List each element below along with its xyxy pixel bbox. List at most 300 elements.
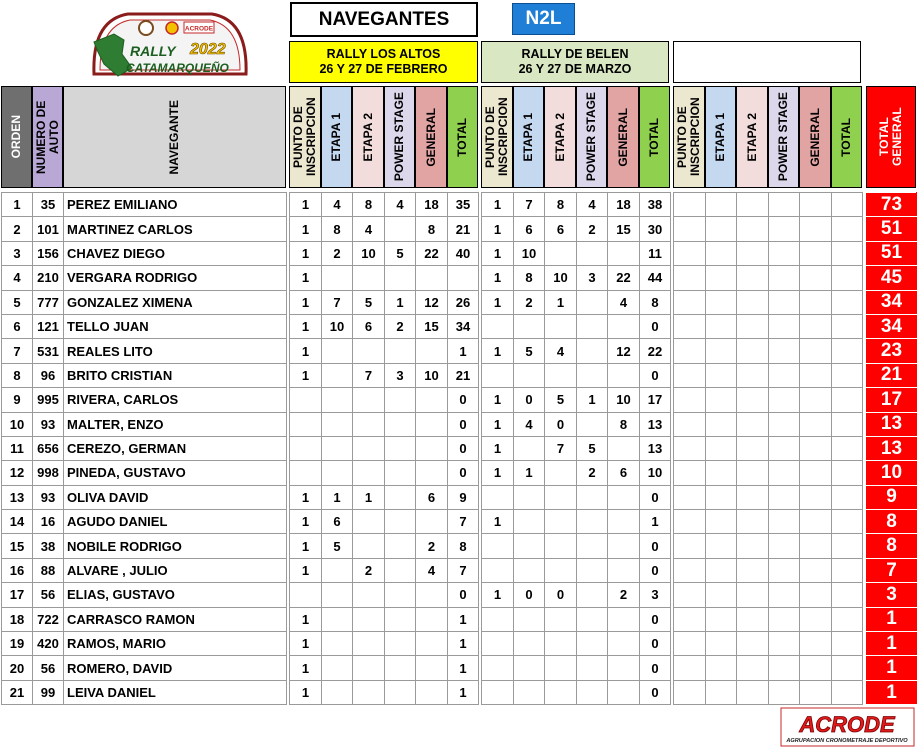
- event-3-row: [674, 534, 863, 558]
- header-navegante: [63, 86, 286, 188]
- participants-table: [1, 192, 287, 705]
- event-header-2: [481, 41, 669, 83]
- event-1-etapa-1-cell: 7: [322, 290, 353, 314]
- event-2-row: [482, 510, 671, 534]
- table-row: [2, 266, 287, 290]
- event-3-etapa-2-cell: [737, 314, 769, 338]
- header-total-general-text: TOTAL GENERAL: [877, 107, 904, 167]
- event-1-total-cell: 26: [448, 290, 479, 314]
- event-2-etapa-1-cell: 2: [514, 290, 545, 314]
- total-row: [867, 241, 917, 265]
- event-2-general-cell: 12: [608, 339, 640, 363]
- event-2-total-cell: 17: [640, 388, 671, 412]
- event-2-etapa-1-cell: 7: [514, 193, 545, 217]
- event-3-etapa-1-cell: [706, 314, 737, 338]
- event-1-row: [290, 656, 479, 680]
- orden-cell: 20: [2, 656, 33, 680]
- total-general-cell: 17: [867, 388, 917, 412]
- total-general-column: [866, 192, 917, 705]
- event-1-total-cell: 1: [448, 680, 479, 704]
- orden-cell: 16: [2, 558, 33, 582]
- event-1-etapa-1-cell: [322, 363, 353, 387]
- event-2-etapa-2-cell: [545, 632, 577, 656]
- orden-cell: 12: [2, 461, 33, 485]
- event-2-power-stage-cell: 5: [577, 436, 608, 460]
- header-event-1-power-stage-text: POWER STAGE: [392, 92, 406, 182]
- total-general-cell: 1: [867, 656, 917, 680]
- event-2-etapa-1-cell: [514, 314, 545, 338]
- table-row: [2, 436, 287, 460]
- event-2-general-cell: [608, 436, 640, 460]
- total-row: [867, 534, 917, 558]
- event-2-etapa-1-cell: 0: [514, 388, 545, 412]
- event-1-etapa-1-cell: 10: [322, 314, 353, 338]
- event-1-total-cell: 7: [448, 558, 479, 582]
- event-3-power-stage-cell: [769, 632, 800, 656]
- navegante-name-cell: RAMOS, MARIO: [64, 632, 287, 656]
- event-1-etapa-2-cell: [353, 534, 385, 558]
- event-3-row: [674, 485, 863, 509]
- event-2-total-cell: 0: [640, 534, 671, 558]
- header-event-1-etapa-1: [321, 86, 352, 188]
- event-3-row: [674, 314, 863, 338]
- event-1-power-stage-cell: [385, 217, 416, 241]
- event-1-inscripcion-cell: 1: [290, 339, 322, 363]
- event-3-etapa-1-cell: [706, 510, 737, 534]
- header-event-3-general-text: GENERAL: [807, 107, 822, 167]
- event-3-general-cell: [800, 583, 832, 607]
- event-2-power-stage-cell: 2: [577, 217, 608, 241]
- event-1-etapa-2-cell: 10: [353, 241, 385, 265]
- event-2-total-cell: 30: [640, 217, 671, 241]
- class-badge-text: N2L: [525, 8, 562, 29]
- event-2-row: [482, 632, 671, 656]
- event-2-power-stage-cell: [577, 412, 608, 436]
- header-event-1-total-text: TOTAL: [455, 117, 469, 157]
- event-1-etapa-1-cell: [322, 388, 353, 412]
- event-2-row: [482, 607, 671, 631]
- event-2-etapa-2-cell: [545, 656, 577, 680]
- event-3-power-stage-cell: [769, 485, 800, 509]
- car-number-cell: 121: [33, 314, 64, 338]
- event-3-total-cell: [832, 314, 863, 338]
- event-1-etapa-2-cell: [353, 510, 385, 534]
- event-1-general-cell: [416, 339, 448, 363]
- event-3-power-stage-cell: [769, 290, 800, 314]
- event-3-row: [674, 632, 863, 656]
- orden-cell: 1: [2, 193, 33, 217]
- event-2-inscripcion-cell: 1: [482, 461, 514, 485]
- event-2-inscripcion-cell: [482, 632, 514, 656]
- event-3-row: [674, 412, 863, 436]
- event-2-etapa-1-cell: 4: [514, 412, 545, 436]
- event-2-general-cell: [608, 485, 640, 509]
- event-1-inscripcion-cell: 1: [290, 534, 322, 558]
- total-row: [867, 412, 917, 436]
- orden-cell: 10: [2, 412, 33, 436]
- event-2-power-stage-cell: [577, 363, 608, 387]
- event-3-inscripcion-cell: [674, 632, 706, 656]
- header-event-3-etapa-2: [736, 86, 768, 188]
- event-2-general-cell: [608, 607, 640, 631]
- event-1-general-cell: [416, 656, 448, 680]
- event-3-etapa-2-cell: [737, 217, 769, 241]
- event-2-total-cell: 44: [640, 266, 671, 290]
- event-2-etapa-2-cell: [545, 363, 577, 387]
- event-1-inscripcion-cell: 1: [290, 485, 322, 509]
- event-2-total-cell: 0: [640, 607, 671, 631]
- event-2-inscripcion-cell: [482, 485, 514, 509]
- event-2-row: [482, 680, 671, 704]
- event-3-power-stage-cell: [769, 363, 800, 387]
- event-3-etapa-1-cell: [706, 339, 737, 363]
- event-1-general-cell: [416, 436, 448, 460]
- event-3-total-cell: [832, 680, 863, 704]
- event-2-inscripcion-cell: 1: [482, 510, 514, 534]
- event-2-general-cell: [608, 680, 640, 704]
- event-2-etapa-1-cell: [514, 510, 545, 534]
- event-3-total-cell: [832, 607, 863, 631]
- event-3-etapa-1-cell: [706, 607, 737, 631]
- event-2-power-stage-cell: 2: [577, 461, 608, 485]
- event-1-general-cell: [416, 266, 448, 290]
- event-3-general-cell: [800, 241, 832, 265]
- event-3-inscripcion-cell: [674, 217, 706, 241]
- event-1-row: [290, 363, 479, 387]
- event-1-inscripcion-cell: 1: [290, 632, 322, 656]
- event-1-total-cell: [448, 266, 479, 290]
- event-3-power-stage-cell: [769, 241, 800, 265]
- event-3-row: [674, 266, 863, 290]
- event-3-row: [674, 363, 863, 387]
- total-row: [867, 363, 917, 387]
- event-1-etapa-2-cell: 7: [353, 363, 385, 387]
- total-row: [867, 339, 917, 363]
- event-2-row: [482, 656, 671, 680]
- event-1-general-cell: [416, 607, 448, 631]
- event-3-etapa-2-cell: [737, 510, 769, 534]
- event-1-row: [290, 290, 479, 314]
- event-1-power-stage-cell: [385, 607, 416, 631]
- event-3-etapa-1-cell: [706, 217, 737, 241]
- event-2-general-cell: 8: [608, 412, 640, 436]
- event-3-inscripcion-cell: [674, 680, 706, 704]
- event-2-general-cell: 10: [608, 388, 640, 412]
- event-2-general-cell: 15: [608, 217, 640, 241]
- event-3-etapa-1-cell: [706, 363, 737, 387]
- header-event-1-etapa-2: [352, 86, 384, 188]
- event-3-general-cell: [800, 436, 832, 460]
- event-3-etapa-2-cell: [737, 461, 769, 485]
- navegante-name-cell: CARRASCO RAMON: [64, 607, 287, 631]
- event-2-row: [482, 583, 671, 607]
- car-number-cell: 656: [33, 436, 64, 460]
- event-2-general-cell: [608, 534, 640, 558]
- event-2-row: [482, 558, 671, 582]
- header-event-2-power-stage: [576, 86, 607, 188]
- event-1-etapa-2-cell: [353, 266, 385, 290]
- total-general-cell: 10: [867, 461, 917, 485]
- event-1-row: [290, 388, 479, 412]
- event-2-power-stage-cell: [577, 656, 608, 680]
- page-title-text: NAVEGANTES: [318, 8, 450, 30]
- orden-cell: 21: [2, 680, 33, 704]
- table-row: [2, 217, 287, 241]
- total-general-cell: 51: [867, 241, 917, 265]
- event-3-inscripcion-cell: [674, 363, 706, 387]
- orden-cell: 6: [2, 314, 33, 338]
- event-3-inscripcion-cell: [674, 485, 706, 509]
- event-1-total-cell: 9: [448, 485, 479, 509]
- total-row: [867, 607, 917, 631]
- header-event-2-general: [607, 86, 639, 188]
- event-1-inscripcion-cell: 1: [290, 510, 322, 534]
- event-3-power-stage-cell: [769, 607, 800, 631]
- event-1-total-cell: 34: [448, 314, 479, 338]
- event-2-etapa-1-cell: 8: [514, 266, 545, 290]
- event-1-name: RALLY LOS ALTOS: [326, 47, 441, 61]
- event-3-etapa-2-cell: [737, 290, 769, 314]
- event-3-power-stage-cell: [769, 558, 800, 582]
- event-1-inscripcion-cell: 1: [290, 558, 322, 582]
- acrode-tagline-text: AGRUPACION CRONOMETRAJE DEPORTIVO: [786, 738, 908, 744]
- car-number-cell: 93: [33, 485, 64, 509]
- total-row: [867, 558, 917, 582]
- car-number-cell: 96: [33, 363, 64, 387]
- navegante-name-cell: NOBILE RODRIGO: [64, 534, 287, 558]
- event-2-etapa-1-cell: 10: [514, 241, 545, 265]
- event-1-total-cell: 0: [448, 412, 479, 436]
- event-3-row: [674, 241, 863, 265]
- event-2-etapa-1-cell: 1: [514, 461, 545, 485]
- total-row: [867, 436, 917, 460]
- total-row: [867, 266, 917, 290]
- event-2-row: [482, 534, 671, 558]
- event-3-inscripcion-cell: [674, 314, 706, 338]
- event-2-power-stage-cell: [577, 632, 608, 656]
- table-row: [2, 485, 287, 509]
- event-3-etapa-2-cell: [737, 266, 769, 290]
- event-2-row: [482, 217, 671, 241]
- header-event-3-etapa-1: [705, 86, 736, 188]
- event-3-general-cell: [800, 266, 832, 290]
- navegante-name-cell: MARTINEZ CARLOS: [64, 217, 287, 241]
- event-1-row: [290, 558, 479, 582]
- event-2-power-stage-cell: [577, 558, 608, 582]
- event-3-inscripcion-cell: [674, 339, 706, 363]
- event-2-general-cell: [608, 314, 640, 338]
- event-2-row: [482, 363, 671, 387]
- event-1-etapa-1-cell: [322, 607, 353, 631]
- table-row: [2, 412, 287, 436]
- event-2-general-cell: [608, 363, 640, 387]
- total-general-cell: 13: [867, 436, 917, 460]
- orden-cell: 14: [2, 510, 33, 534]
- event-3-inscripcion-cell: [674, 510, 706, 534]
- header-event-2-general-text: GENERAL: [615, 107, 630, 167]
- event-2-etapa-2-cell: 5: [545, 388, 577, 412]
- event-2-etapa-2-cell: [545, 241, 577, 265]
- event-1-etapa-1-cell: [322, 461, 353, 485]
- event-3-general-cell: [800, 339, 832, 363]
- event-2-etapa-2-cell: 6: [545, 217, 577, 241]
- event-2-inscripcion-cell: 1: [482, 266, 514, 290]
- event-1-row: [290, 412, 479, 436]
- event-1-general-cell: 4: [416, 558, 448, 582]
- event-2-etapa-2-cell: 0: [545, 412, 577, 436]
- navegante-name-cell: GONZALEZ XIMENA: [64, 290, 287, 314]
- total-row: [867, 656, 917, 680]
- event-3-etapa-2-cell: [737, 607, 769, 631]
- header-orden: [1, 86, 32, 188]
- event-3-row: [674, 680, 863, 704]
- event-2-inscripcion-cell: 1: [482, 241, 514, 265]
- total-general-cell: 9: [867, 485, 917, 509]
- header-event-2-etapa-2: [544, 86, 576, 188]
- event-2-etapa-2-cell: 1: [545, 290, 577, 314]
- event-3-etapa-2-cell: [737, 412, 769, 436]
- event-3-etapa-1-cell: [706, 656, 737, 680]
- event-2-etapa-2-cell: 7: [545, 436, 577, 460]
- event-1-power-stage-cell: [385, 461, 416, 485]
- event-2-power-stage-cell: [577, 339, 608, 363]
- event-1-general-cell: [416, 583, 448, 607]
- event-1-etapa-2-cell: [353, 632, 385, 656]
- event-1-row: [290, 632, 479, 656]
- event-3-power-stage-cell: [769, 193, 800, 217]
- car-number-cell: 101: [33, 217, 64, 241]
- event-header-3: [673, 41, 861, 83]
- navegante-name-cell: VERGARA RODRIGO: [64, 266, 287, 290]
- event-2-total-cell: 0: [640, 680, 671, 704]
- event-3-general-cell: [800, 632, 832, 656]
- header-event-1-total: [447, 86, 478, 188]
- event-3-power-stage-cell: [769, 461, 800, 485]
- total-general-cell: 7: [867, 558, 917, 582]
- event-2-general-cell: 22: [608, 266, 640, 290]
- event-2-total-cell: 0: [640, 485, 671, 509]
- event-1-inscripcion-cell: [290, 461, 322, 485]
- table-row: [2, 388, 287, 412]
- event-1-row: [290, 314, 479, 338]
- orden-cell: 8: [2, 363, 33, 387]
- total-general-cell: 1: [867, 607, 917, 631]
- event-2-total-cell: 0: [640, 558, 671, 582]
- event-2-general-cell: [608, 632, 640, 656]
- header-event-1-general: [415, 86, 447, 188]
- event-1-row: [290, 485, 479, 509]
- navegante-name-cell: ROMERO, DAVID: [64, 656, 287, 680]
- page-title: [290, 2, 478, 37]
- event-2-row: [482, 193, 671, 217]
- logo-year-text: 2022: [190, 41, 226, 58]
- logo-rally-text: RALLY: [130, 43, 176, 59]
- navegante-name-cell: MALTER, ENZO: [64, 412, 287, 436]
- event-3-total-cell: [832, 339, 863, 363]
- event-3-total-cell: [832, 290, 863, 314]
- table-row: [2, 656, 287, 680]
- header-numero-text: NUMERO DE AUTO: [33, 100, 61, 174]
- header-navegante-text: NAVEGANTE: [167, 99, 181, 175]
- event-1-etapa-1-cell: 4: [322, 193, 353, 217]
- table-row: [2, 290, 287, 314]
- header-event-2-etapa-1: [513, 86, 544, 188]
- event-3-etapa-2-cell: [737, 241, 769, 265]
- event-1-power-stage-cell: [385, 388, 416, 412]
- event-2-inscripcion-cell: 1: [482, 290, 514, 314]
- header-event-2-inscripcion: [481, 86, 513, 188]
- event-1-etapa-2-cell: [353, 412, 385, 436]
- event-1-row: [290, 680, 479, 704]
- event-3-inscripcion-cell: [674, 290, 706, 314]
- event-2-etapa-2-cell: [545, 680, 577, 704]
- event-2-power-stage-cell: [577, 314, 608, 338]
- event-1-inscripcion-cell: [290, 583, 322, 607]
- event-1-total-cell: 8: [448, 534, 479, 558]
- event-1-power-stage-cell: [385, 534, 416, 558]
- total-general-cell: 13: [867, 412, 917, 436]
- event-1-etapa-2-cell: [353, 583, 385, 607]
- event-2-row: [482, 436, 671, 460]
- event-1-power-stage-cell: [385, 632, 416, 656]
- navegante-name-cell: OLIVA DAVID: [64, 485, 287, 509]
- event-3-general-cell: [800, 290, 832, 314]
- table-row: [2, 558, 287, 582]
- event-1-total-cell: 0: [448, 388, 479, 412]
- event-2-etapa-1-cell: [514, 558, 545, 582]
- event-1-inscripcion-cell: 1: [290, 241, 322, 265]
- event-2-etapa-1-cell: 0: [514, 583, 545, 607]
- event-3-power-stage-cell: [769, 510, 800, 534]
- event-1-row: [290, 583, 479, 607]
- event-2-inscripcion-cell: [482, 680, 514, 704]
- event-2-etapa-1-cell: 5: [514, 339, 545, 363]
- event-header-1: [289, 41, 478, 83]
- event-2-total-cell: 8: [640, 290, 671, 314]
- event-3-inscripcion-cell: [674, 607, 706, 631]
- event-2-power-stage-cell: 4: [577, 193, 608, 217]
- header-event-2-inscripcion-text: PUNTO DE INSCRIPCION: [483, 97, 510, 177]
- car-number-cell: 35: [33, 193, 64, 217]
- orden-cell: 13: [2, 485, 33, 509]
- table-row: [2, 314, 287, 338]
- event-3-total-cell: [832, 193, 863, 217]
- event-1-etapa-1-cell: 8: [322, 217, 353, 241]
- table-row: [2, 534, 287, 558]
- header-event-3-total: [831, 86, 862, 188]
- event-2-general-cell: [608, 510, 640, 534]
- total-general-cell: 1: [867, 632, 917, 656]
- header-total-general: [866, 86, 916, 188]
- event-1-etapa-1-cell: [322, 412, 353, 436]
- orden-cell: 7: [2, 339, 33, 363]
- navegante-name-cell: LEIVA DANIEL: [64, 680, 287, 704]
- car-number-cell: 777: [33, 290, 64, 314]
- event-2-row: [482, 241, 671, 265]
- event-3-total-cell: [832, 632, 863, 656]
- event-3-general-cell: [800, 680, 832, 704]
- event-2-general-cell: 18: [608, 193, 640, 217]
- total-row: [867, 510, 917, 534]
- event-1-etapa-1-cell: 6: [322, 510, 353, 534]
- event-1-inscripcion-cell: 1: [290, 266, 322, 290]
- event-3-etapa-1-cell: [706, 632, 737, 656]
- total-row: [867, 583, 917, 607]
- event-3-total-cell: [832, 485, 863, 509]
- event-3-etapa-2-cell: [737, 583, 769, 607]
- header-event-3-general: [799, 86, 831, 188]
- navegante-name-cell: PEREZ EMILIANO: [64, 193, 287, 217]
